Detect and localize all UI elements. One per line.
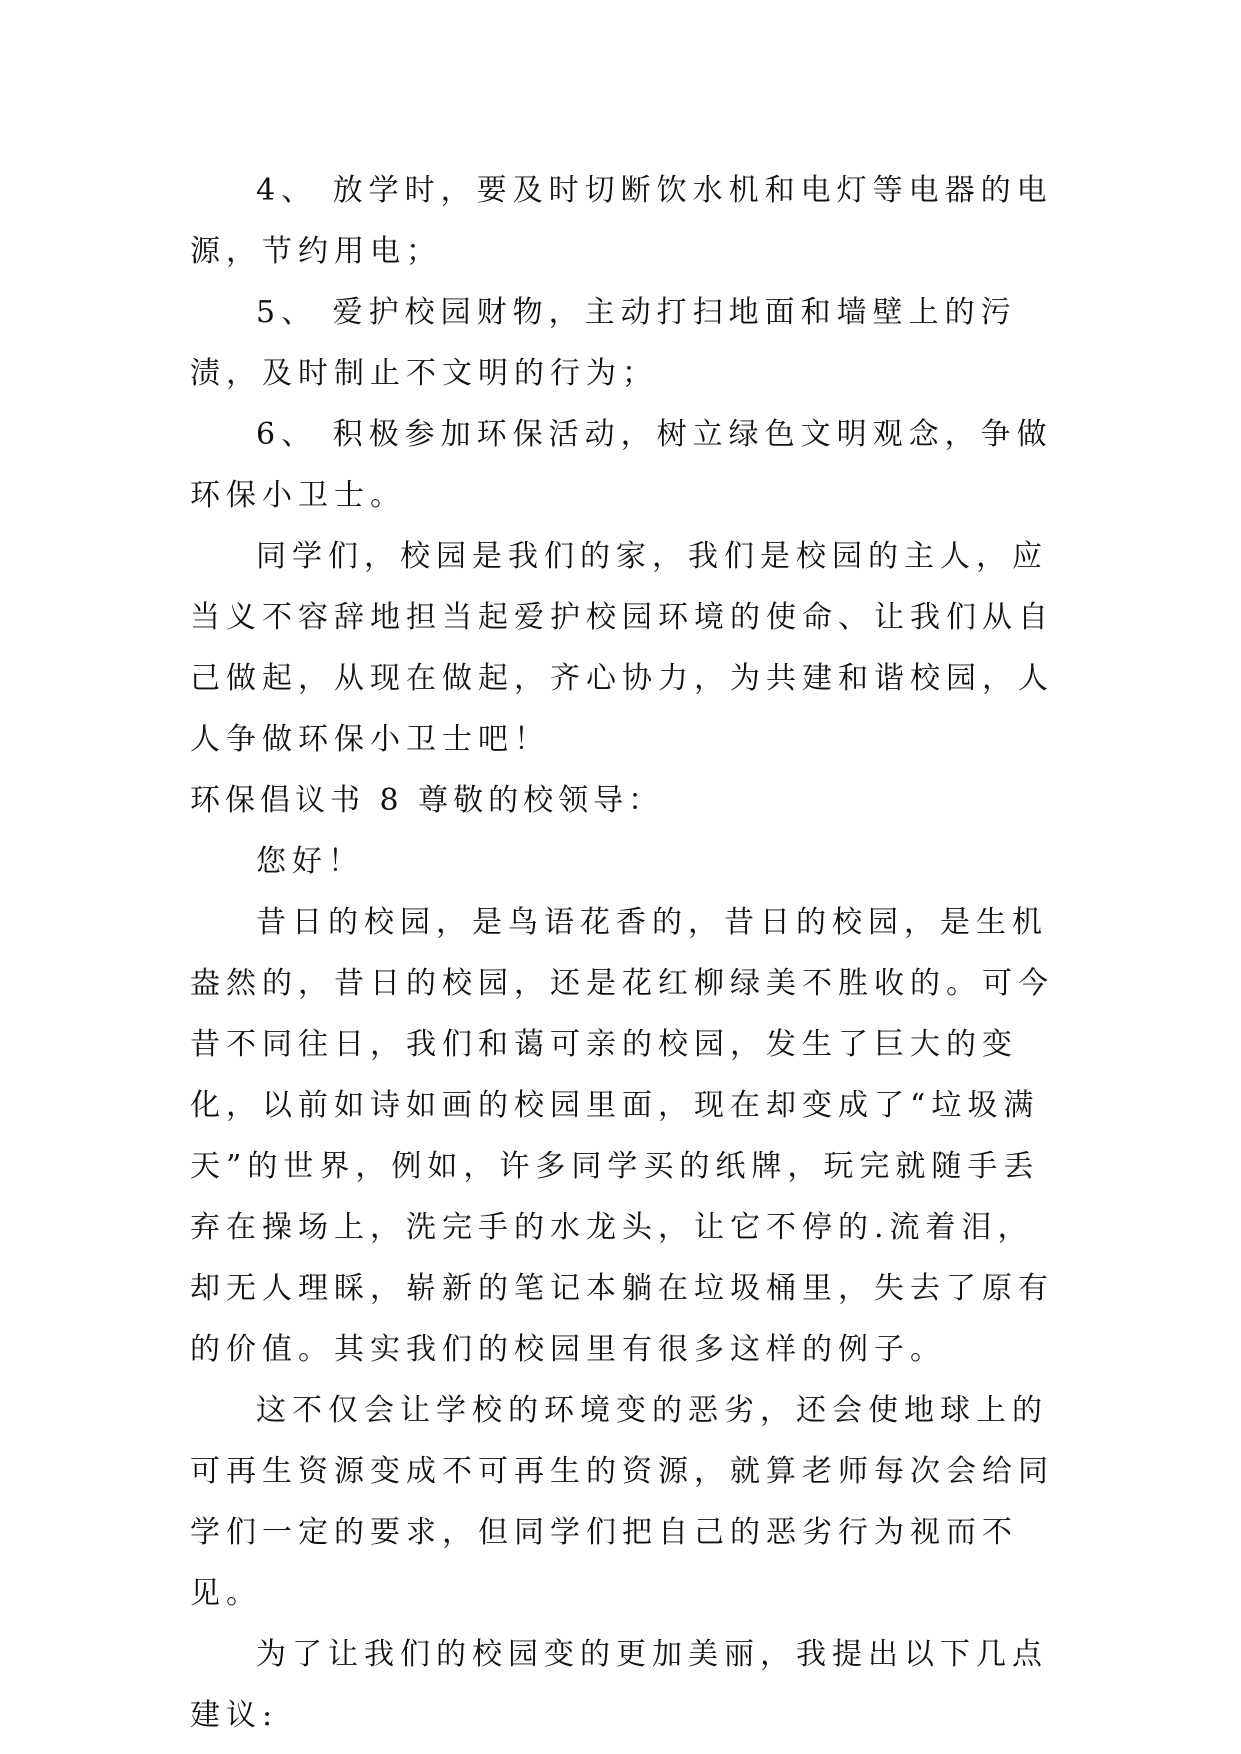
- paragraph-consequences: 这不仅会让学校的环境变的恶劣，还会使地球上的可再生资源变成不可再生的资源，就算老师每次会给同学们一定的要求，但同学们把自己的恶劣行为视而不见。: [190, 1393, 1054, 1611]
- paragraph-item-4: 4、 放学时，要及时切断饮水机和电灯等电器的电源，节约用电；: [190, 173, 1053, 269]
- paragraph-item-5: 5、 爱护校园财物，主动打扫地面和墙壁上的污渍，及时制止不文明的行为；: [190, 295, 1017, 391]
- document-body: [190, 160, 1062, 1746]
- paragraph-closing: 同学们，校园是我们的家，我们是校园的主人，应当义不容辞地担当起爱护校园环境的使命、让我们从自己做起，从现在做起，齐心协力，为共建和谐校园，人人争做环保小卫士吧！: [190, 539, 1054, 757]
- paragraph-item-6: 6、 积极参加环保活动，树立绿色文明观念，争做环保小卫士。: [190, 417, 1053, 513]
- letter-heading: 环保倡议书 8 尊敬的校领导：: [190, 783, 664, 818]
- paragraph-suggestions-intro: 为了让我们的校园变的更加美丽，我提出以下几点建议:: [190, 1637, 1048, 1733]
- paragraph-past-campus: 昔日的校园，是鸟语花香的，昔日的校园，是生机盎然的，昔日的校园，还是花红柳绿美不胜收的。可今昔不同往日，我们和蔼可亲的校园，发生了巨大的变化，以前如诗如画的校园里面，现在却变成了“垃圾满天”的世界，例如，许多同学买的纸牌，玩完就随手丢弃在操场上，洗完手的水龙头，让它不停的.流着泪，却无人理睬，崭新的笔记本躺在垃圾桶里，失去了原有的价值。其实我们的校园里有很多这样的例子。: [190, 905, 1054, 1367]
- greeting: 您好！: [256, 844, 364, 879]
